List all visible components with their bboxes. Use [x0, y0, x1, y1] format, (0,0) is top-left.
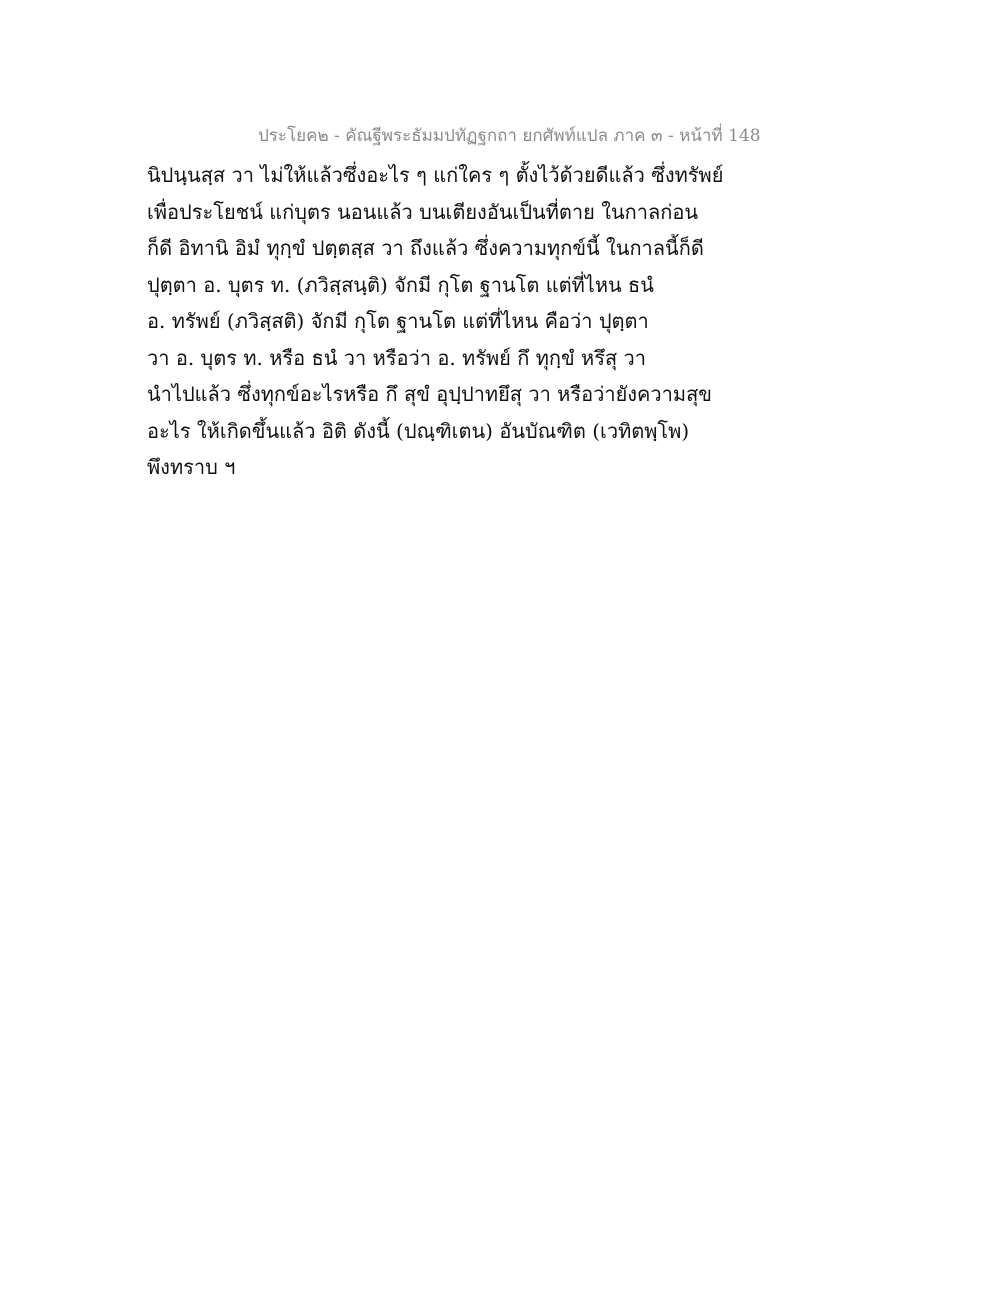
body-text [147, 157, 747, 486]
text-line: ปุตฺตา อ. บุตร ท. (ภวิสฺสนฺติ) จักมี กุโต ฐานโต แต่ที่ไหน ธนํ [147, 272, 654, 297]
text-line: เพื่อประโยชน์ แก่บุตร นอนแล้ว บนเตียงอันเป็นที่ตาย ในกาลก่อน [147, 199, 699, 224]
text-line: ก็ดี อิทานิ อิมํ ทุกฺขํ ปตฺตสฺส วา ถึงแล้ว ซึ่งความทุกข์นี้ ในกาลนี้ก็ดี [147, 236, 704, 260]
text-line: นิปนฺนสฺส วา ไม่ให้แล้วซึ่งอะไร ๆ แก่ใคร ๆ ตั้งไว้ด้วยดีแล้ว ซึ่งทรัพย์ [147, 163, 724, 187]
text-line: วา อ. บุตร ท. หรือ ธนํ วา หรือว่า อ. ทรัพย์ กึ ทุกฺขํ หรึสุ วา [147, 345, 646, 370]
text-line: พึงทราบ ฯ [147, 455, 236, 479]
page-header: ประโยค๒ - คัณฐีพระธัมมปทัฏฐกถา ยกศัพท์แปล ภาค ๓ - หน้าที่ 148 [258, 126, 761, 146]
text-line: นำไปแล้ว ซึ่งทุกข์อะไรหรือ กึ สุขํ อุปฺปาทยึสุ วา หรือว่ายังความสุข [147, 382, 712, 406]
text-line: อะไร ให้เกิดขึ้นแล้ว อิติ ดังนี้ (ปณฺฑิเตน) อันบัณฑิต (เวทิตพฺโพ) [147, 418, 690, 443]
text-line: อ. ทรัพย์ (ภวิสฺสติ) จักมี กุโต ฐานโต แต่ที่ไหน คือว่า ปุตฺตา [147, 309, 649, 333]
